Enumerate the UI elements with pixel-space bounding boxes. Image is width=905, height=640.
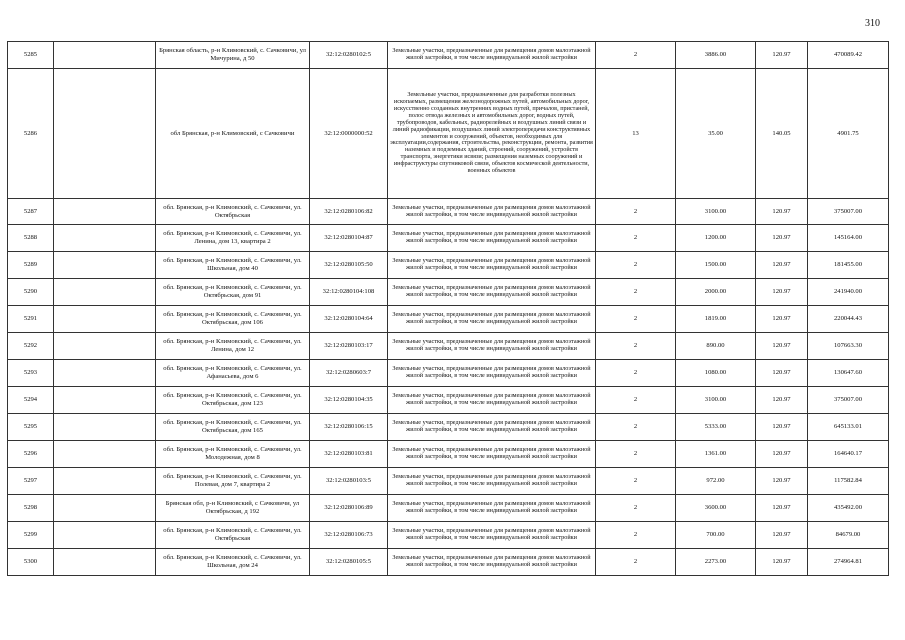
table-row [8,522,889,549]
cell-empty [54,495,156,522]
cell-cadastral-number: 32:12:0000000:52 [310,69,388,199]
cell-use-group: 2 [596,549,676,576]
table-row [8,468,889,495]
cell-cadastral-cost: 375007.00 [808,387,889,414]
cell-cadastral-number: 32:12:0280104:87 [310,225,388,252]
cell-land-use-purpose: Земельные участки, предназначенные для размещения домов малоэтажной жилой застройки, в том числе индивидуальной жилой застройки [388,468,596,495]
cell-use-group: 2 [596,441,676,468]
cell-unit-cost: 120.97 [756,387,808,414]
cell-address: обл. Брянская, р-н Климовский, с. Сачковичи, ул. Октябрьская, дом 91 [156,279,310,306]
table-row [8,279,889,306]
cell-land-use-purpose: Земельные участки, предназначенные для размещения домов малоэтажной жилой застройки, в том числе индивидуальной жилой застройки [388,42,596,69]
cell-row-number: 5295 [8,414,54,441]
cell-cadastral-number: 32:12:0280105:5 [310,549,388,576]
cell-unit-cost: 120.97 [756,279,808,306]
cell-address: обл. Брянская, р-н Климовский, с. Сачковичи, ул. Октябрьская, дом 165 [156,414,310,441]
cell-empty [54,360,156,387]
cell-unit-cost: 120.97 [756,522,808,549]
cell-area: 3600.00 [676,495,756,522]
cell-address: обл. Брянская, р-н Климовский, с. Сачковичи, ул. Школьная, дом 24 [156,549,310,576]
cell-use-group: 2 [596,279,676,306]
cell-cadastral-number: 32:12:0280603:7 [310,360,388,387]
cell-cadastral-number: 32:12:0280104:35 [310,387,388,414]
table-row [8,42,889,69]
cell-address: обл. Брянская, р-н Климовский, с. Сачковичи, ул. Ленина, дом 12 [156,333,310,360]
table-row [8,495,889,522]
cell-row-number: 5294 [8,387,54,414]
cell-cadastral-cost: 375007.00 [808,199,889,225]
cell-row-number: 5286 [8,69,54,199]
cell-land-use-purpose: Земельные участки, предназначенные для размещения домов малоэтажной жилой застройки, в том числе индивидуальной жилой застройки [388,199,596,225]
table-row [8,225,889,252]
table-row [8,199,889,225]
cell-unit-cost: 120.97 [756,441,808,468]
cell-cadastral-number: 32:12:0280106:82 [310,199,388,225]
cell-area: 1200.00 [676,225,756,252]
cell-row-number: 5299 [8,522,54,549]
cell-land-use-purpose: Земельные участки, предназначенные для размещения домов малоэтажной жилой застройки, в том числе индивидуальной жилой застройки [388,441,596,468]
table-row [8,360,889,387]
cell-empty [54,468,156,495]
cell-cadastral-cost: 130647.60 [808,360,889,387]
cell-address: обл Брянская, р-н Климовский, с Сачковичи [156,69,310,199]
cell-address: обл. Брянская, р-н Климовский, с. Сачковичи, ул. Ленина, дом 13, квартира 2 [156,225,310,252]
cell-cadastral-number: 32:12:0280103:17 [310,333,388,360]
cell-cadastral-cost: 470089.42 [808,42,889,69]
cell-cadastral-cost: 645133.01 [808,414,889,441]
cell-use-group: 2 [596,522,676,549]
cell-use-group: 2 [596,387,676,414]
cell-cadastral-number: 32:12:0280102:5 [310,42,388,69]
cell-area: 1361.00 [676,441,756,468]
cell-empty [54,441,156,468]
table-row [8,306,889,333]
cell-land-use-purpose: Земельные участки, предназначенные для размещения домов малоэтажной жилой застройки, в том числе индивидуальной жилой застройки [388,306,596,333]
cell-unit-cost: 120.97 [756,549,808,576]
cell-use-group: 2 [596,306,676,333]
cell-use-group: 2 [596,42,676,69]
cell-area: 3100.00 [676,387,756,414]
cell-unit-cost: 120.97 [756,495,808,522]
cell-land-use-purpose: Земельные участки, предназначенные для размещения домов малоэтажной жилой застройки, в том числе индивидуальной жилой застройки [388,387,596,414]
cell-cadastral-cost: 435492.00 [808,495,889,522]
cell-use-group: 2 [596,252,676,279]
cell-unit-cost: 120.97 [756,360,808,387]
cell-area: 3100.00 [676,199,756,225]
cell-unit-cost: 120.97 [756,199,808,225]
cell-cadastral-cost: 84679.00 [808,522,889,549]
cell-empty [54,306,156,333]
cell-cadastral-number: 32:12:0280106:89 [310,495,388,522]
cell-use-group: 13 [596,69,676,199]
cell-area: 35.00 [676,69,756,199]
cell-unit-cost: 120.97 [756,42,808,69]
cell-use-group: 2 [596,225,676,252]
cell-row-number: 5287 [8,199,54,225]
cell-area: 3886.00 [676,42,756,69]
cell-address: обл. Брянская, р-н Климовский, с. Сачковичи, ул. Октябрьская, дом 123 [156,387,310,414]
land-valuation-table [7,41,889,576]
cell-land-use-purpose: Земельные участки, предназначенные для размещения домов малоэтажной жилой застройки, в том числе индивидуальной жилой застройки [388,360,596,387]
cell-unit-cost: 120.97 [756,306,808,333]
cell-address: обл. Брянская, р-н Климовский, с. Сачковичи, ул. Молодежная, дом 8 [156,441,310,468]
cell-row-number: 5291 [8,306,54,333]
cell-use-group: 2 [596,360,676,387]
table-row [8,252,889,279]
cell-row-number: 5298 [8,495,54,522]
cell-cadastral-cost: 107663.30 [808,333,889,360]
cell-empty [54,387,156,414]
table-row [8,441,889,468]
cell-cadastral-cost: 181455.00 [808,252,889,279]
cell-unit-cost: 120.97 [756,225,808,252]
cell-empty [54,69,156,199]
page-number: 310 [865,18,880,29]
cell-land-use-purpose: Земельные участки, предназначенные для размещения домов малоэтажной жилой застройки, в том числе индивидуальной жилой застройки [388,522,596,549]
cell-unit-cost: 120.97 [756,468,808,495]
cell-address: обл. Брянская, р-н Климовский, с. Сачковичи, ул. Октябрьская [156,522,310,549]
cell-row-number: 5292 [8,333,54,360]
table-body [8,42,889,576]
cell-row-number: 5293 [8,360,54,387]
cell-land-use-purpose: Земельные участки, предназначенные для размещения домов малоэтажной жилой застройки, в том числе индивидуальной жилой застройки [388,225,596,252]
cell-empty [54,333,156,360]
cell-land-use-purpose: Земельные участки, предназначенные для разработки полезных ископаемых, размещения железнодорожных путей, автомобильных дорог, искусственно созданных внутренних водных путей, причалов, пристаней, полос отвода железных и автомобильных дорог, водных путей, трубопроводов, кабельных, радиорелейных и воздушных линий связи и линий радиофикации, воздушных линий электропередачи конструктивных элементов и сооружений, объектов, необходимых для эксплуатации,содержания, строительства, реконструкции, ремонта, развития наземных и подземных зданий, строений, сооружений, устройств транспорта, энергетики исвязи; размещения наземных сооружений и инфраструктуры спутниковой связи, объектов космической деятельности, военных объектов [388,69,596,199]
cell-use-group: 2 [596,333,676,360]
cell-area: 972.00 [676,468,756,495]
cell-cadastral-number: 32:12:0280103:5 [310,468,388,495]
cell-row-number: 5290 [8,279,54,306]
cell-land-use-purpose: Земельные участки, предназначенные для размещения домов малоэтажной жилой застройки, в том числе индивидуальной жилой застройки [388,549,596,576]
cell-cadastral-cost: 4901.75 [808,69,889,199]
cell-use-group: 2 [596,414,676,441]
cell-empty [54,252,156,279]
cell-address: обл. Брянская, р-н Климовский, с. Сачковичи, ул. Октябрьская [156,199,310,225]
cell-empty [54,199,156,225]
cell-row-number: 5296 [8,441,54,468]
table-row [8,333,889,360]
cell-unit-cost: 140.05 [756,69,808,199]
cell-row-number: 5300 [8,549,54,576]
cell-area: 1500.00 [676,252,756,279]
table-row [8,69,889,199]
cell-land-use-purpose: Земельные участки, предназначенные для размещения домов малоэтажной жилой застройки, в том числе индивидуальной жилой застройки [388,279,596,306]
cell-cadastral-number: 32:12:0280104:108 [310,279,388,306]
cell-address: обл. Брянская, р-н Климовский, с. Сачковичи, ул. Октябрьская, дом 106 [156,306,310,333]
cell-area: 5333.00 [676,414,756,441]
cell-unit-cost: 120.97 [756,252,808,279]
cell-area: 700.00 [676,522,756,549]
cell-row-number: 5297 [8,468,54,495]
cell-cadastral-cost: 117582.84 [808,468,889,495]
cell-empty [54,279,156,306]
cell-area: 1080.00 [676,360,756,387]
cell-address: Брянская обл, р-н Климовский, с Сачковичи, ул Октябрьская, д 192 [156,495,310,522]
cell-unit-cost: 120.97 [756,333,808,360]
cell-cadastral-number: 32:12:0280104:64 [310,306,388,333]
table-row [8,414,889,441]
table-row [8,387,889,414]
cell-cadastral-number: 32:12:0280103:81 [310,441,388,468]
cell-land-use-purpose: Земельные участки, предназначенные для размещения домов малоэтажной жилой застройки, в том числе индивидуальной жилой застройки [388,252,596,279]
cell-land-use-purpose: Земельные участки, предназначенные для размещения домов малоэтажной жилой застройки, в том числе индивидуальной жилой застройки [388,495,596,522]
cell-cadastral-cost: 241940.00 [808,279,889,306]
cell-area: 2000.00 [676,279,756,306]
cell-cadastral-cost: 274964.81 [808,549,889,576]
cell-row-number: 5289 [8,252,54,279]
cell-use-group: 2 [596,199,676,225]
cell-cadastral-cost: 164640.17 [808,441,889,468]
cell-empty [54,414,156,441]
cell-land-use-purpose: Земельные участки, предназначенные для размещения домов малоэтажной жилой застройки, в том числе индивидуальной жилой застройки [388,333,596,360]
cell-empty [54,225,156,252]
cell-row-number: 5285 [8,42,54,69]
cell-cadastral-number: 32:12:0280106:73 [310,522,388,549]
cell-address: обл. Брянская, р-н Климовский, с. Сачковичи, ул. Школьная, дом 40 [156,252,310,279]
cell-address: Брянская область, р-н Климовский, с. Сачковичи, ул Мичурина, д 50 [156,42,310,69]
cell-address: обл. Брянская, р-н Климовский, с. Сачковичи, ул. Полевая, дом 7, квартира 2 [156,468,310,495]
cell-row-number: 5288 [8,225,54,252]
cell-land-use-purpose: Земельные участки, предназначенные для размещения домов малоэтажной жилой застройки, в том числе индивидуальной жилой застройки [388,414,596,441]
cell-cadastral-number: 32:12:0280105:50 [310,252,388,279]
cell-empty [54,42,156,69]
cell-cadastral-cost: 145164.00 [808,225,889,252]
cell-empty [54,549,156,576]
table-row [8,549,889,576]
cell-empty [54,522,156,549]
cell-use-group: 2 [596,495,676,522]
cell-use-group: 2 [596,468,676,495]
cell-cadastral-cost: 220044.43 [808,306,889,333]
cell-area: 1819.00 [676,306,756,333]
cell-address: обл. Брянская, р-н Климовский, с. Сачковичи, ул. Афанасьева, дом 6 [156,360,310,387]
cell-area: 2273.00 [676,549,756,576]
cell-area: 890.00 [676,333,756,360]
cell-unit-cost: 120.97 [756,414,808,441]
cell-cadastral-number: 32:12:0280106:15 [310,414,388,441]
